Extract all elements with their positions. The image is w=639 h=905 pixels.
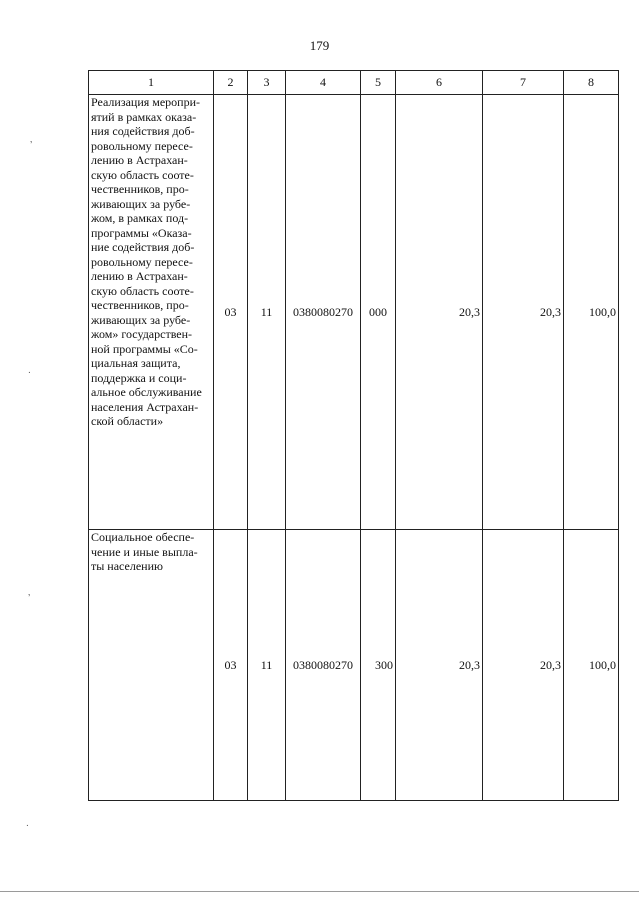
description-line: Реализация меропри-	[91, 95, 201, 109]
scan-bottom-edge	[0, 891, 639, 892]
description-line: чение и иные выпла-	[91, 544, 198, 559]
description-line: ровольному пересе-	[91, 254, 193, 269]
subsection-code: 11	[248, 530, 286, 801]
scan-speck: ’	[28, 593, 31, 604]
scan-speck: ’	[30, 140, 33, 151]
header-cell: 4	[286, 71, 361, 95]
expense-type-code: 300	[361, 530, 396, 801]
description-line: скую область соотe-	[91, 167, 194, 182]
header-cell: 5	[361, 71, 396, 95]
description-line: чественников, про-	[91, 298, 189, 312]
description-line: жом, в рамках под-	[91, 211, 189, 225]
table-header-row	[89, 71, 619, 95]
description-line: лению в Астрахан-	[91, 269, 188, 283]
description-line: альное обслуживание	[91, 385, 202, 399]
description-line: ние содействия доб-	[91, 240, 195, 254]
execution-percent: 100,0	[564, 95, 619, 530]
page-number: 179	[309, 38, 330, 53]
description-line: ской области»	[91, 414, 164, 428]
target-article-code: 0380080270	[286, 530, 361, 801]
amount-planned: 20,3	[396, 530, 483, 801]
description-line: скую область соотe-	[91, 283, 194, 298]
amount-planned: 20,3	[396, 95, 483, 530]
amount-executed: 20,3	[483, 95, 564, 530]
description-line: программы «Оказа-	[91, 225, 192, 240]
description-line: ятий в рамках оказа-	[91, 109, 197, 124]
scan-speck: .	[26, 818, 29, 829]
description-line: лению в Астрахан-	[91, 153, 188, 167]
description-line: живающих за рубе-	[91, 312, 191, 327]
scan-speck: .	[28, 365, 31, 376]
description-line: ния содействия доб-	[91, 124, 195, 138]
amount-executed: 20,3	[483, 530, 564, 801]
header-cell: 7	[483, 71, 564, 95]
description-line: ровольному пересе-	[91, 138, 193, 153]
description-line: поддержка и соци-	[91, 370, 187, 385]
row-description	[89, 95, 214, 530]
subsection-code: 11	[248, 95, 286, 530]
budget-table	[88, 70, 619, 801]
description-line: жом» государствен-	[91, 327, 193, 341]
execution-percent: 100,0	[564, 530, 619, 801]
section-code: 03	[214, 530, 248, 801]
description-line: Социальное обеспе-	[91, 530, 195, 544]
description-line: населения Астрахан-	[91, 399, 199, 414]
row-description	[89, 530, 214, 801]
table-row	[89, 530, 619, 801]
description-line: циальная защита,	[91, 356, 181, 370]
description-line: ты населению	[91, 559, 163, 573]
expense-type-code: 000	[361, 95, 396, 530]
header-cell: 3	[248, 71, 286, 95]
section-code: 03	[214, 95, 248, 530]
header-cell: 6	[396, 71, 483, 95]
description-line: живающих за рубе-	[91, 196, 191, 211]
header-cell: 8	[564, 71, 619, 95]
description-line: ной программы «Со-	[91, 341, 198, 356]
header-cell: 1	[89, 71, 214, 95]
description-line: чественников, про-	[91, 182, 189, 196]
target-article-code: 0380080270	[286, 95, 361, 530]
header-cell: 2	[214, 71, 248, 95]
table-row	[89, 95, 619, 530]
